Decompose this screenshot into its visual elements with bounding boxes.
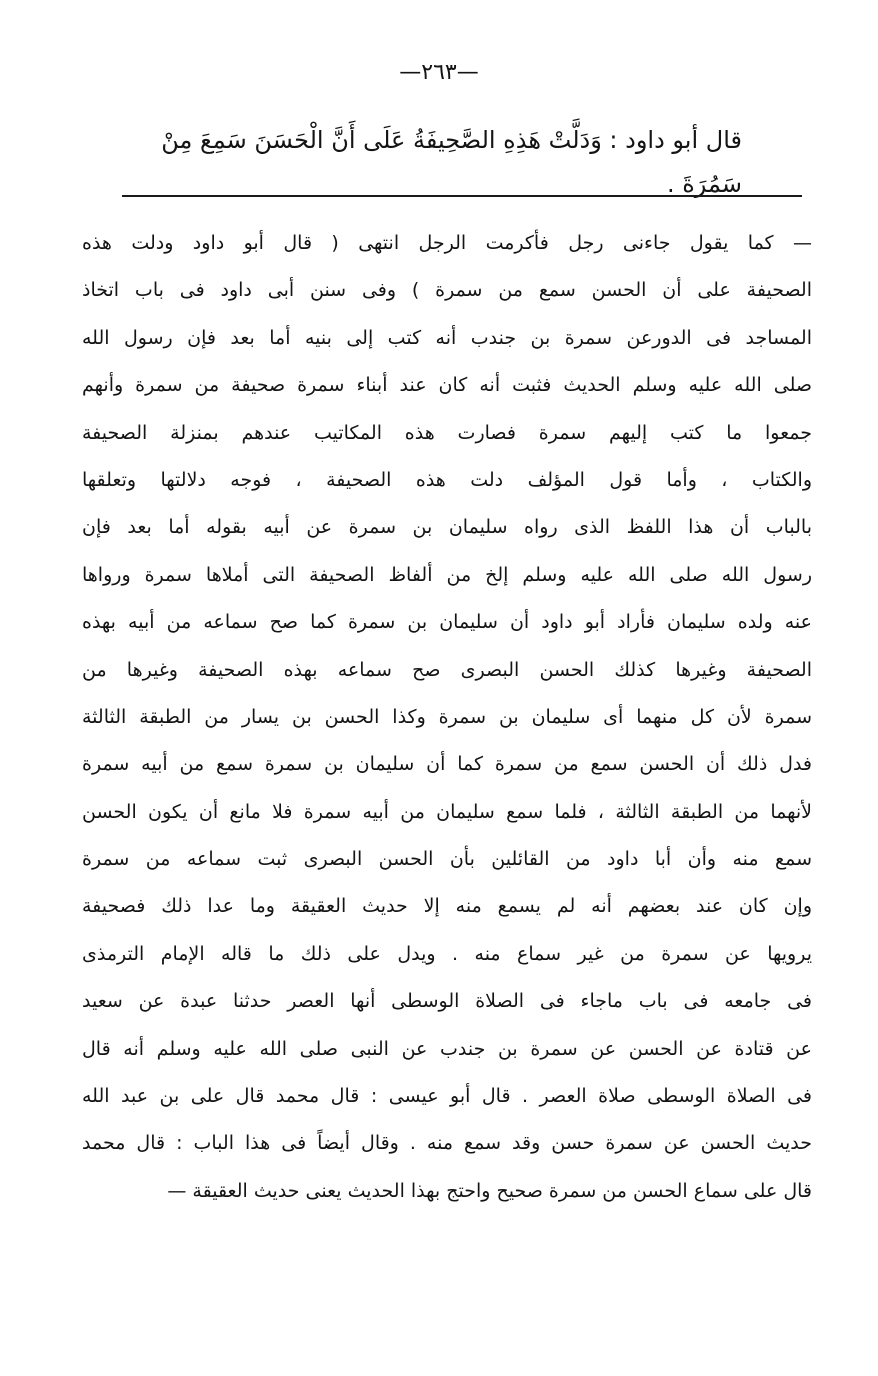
commentary-line: فدل ذلك أن الحسن سمع من سمرة كما أن سليمان بن سمرة سمع من أبيه سمرة xyxy=(82,753,812,776)
commentary-line: سمع منه وأن أبا داود من القائلين بأن الحسن البصرى ثبت سماعه من سمرة xyxy=(82,848,812,871)
commentary-line: رسول الله صلى الله عليه وسلم إلخ من ألفاظ الصحيفة التى أملاها سمرة ورواها xyxy=(82,563,812,586)
commentary-line: فى جامعه فى باب ماجاء فى الصلاة الوسطى أنها العصر حدثنا عبدة عن سعيد xyxy=(82,990,812,1013)
commentary xyxy=(82,220,812,1215)
commentary-line: جمعوا ما كتب إليهم سمرة فصارت هذه المكاتيب عندهم بمنزلة الصحيفة xyxy=(82,421,812,444)
commentary-line: والكتاب ، وأما قول المؤلف دلت هذه الصحيفة ، فوجه دلالتها وتعلقها xyxy=(82,468,812,491)
commentary-line: عنه ولده سليمان فأراد أبو داود أن سليمان بن سمرة كما صح سماعه من أبيه بهذه xyxy=(82,611,812,634)
commentary-line: فى الصلاة الوسطى صلاة العصر . قال أبو عيسى : قال محمد قال على بن عبد الله xyxy=(82,1085,812,1108)
commentary-line: سمرة لأن كل منهما أى سليمان بن سمرة وكذا الحسن بن يسار من الطبقة الثالثة xyxy=(82,705,812,728)
commentary-line: المساجد فى الدورعن سمرة بن جندب أنه كتب إلى بنيه أما بعد فإن رسول الله xyxy=(82,326,812,349)
commentary-line: يرويها عن سمرة من غير سماع منه . ويدل على ذلك ما قاله الإمام الترمذى xyxy=(82,942,812,965)
commentary-line: عن قتادة عن الحسن عن سمرة بن جندب عن النبى صلى الله عليه وسلم أنه قال xyxy=(82,1037,812,1060)
commentary-line: لأنهما من الطبقة الثالثة ، فلما سمع سليمان من أبيه سمرة فلا مانع أن يكون الحسن xyxy=(82,800,812,823)
commentary-line: — كما يقول جاءنى رجل فأكرمت الرجل انتهى ( قال أبو داود ودلت هذه xyxy=(82,232,812,254)
commentary-line: الصحيفة وغيرها كذلك الحسن البصرى صح سماعه بهذه الصحيفة وغيرها من xyxy=(82,658,812,681)
commentary-line: وإن كان عند بعضهم أنه لم يسمع منه إلا حديث العقيقة وما عدا ذلك فصحيفة xyxy=(82,895,812,918)
commentary-line: بالباب أن هذا اللفظ الذى رواه سليمان بن سمرة عن أبيه بقوله أما بعد فإن xyxy=(82,516,812,539)
footnote-divider xyxy=(122,195,802,197)
commentary-line: صلى الله عليه وسلم الحديث فثبت أنه كان عند أبناء سمرة صحيفة من سمرة وأنهم xyxy=(82,374,812,397)
commentary-line: حديث الحسن عن سمرة حسن وقد سمع منه . وقال أيضاً فى هذا الباب : قال محمد xyxy=(82,1132,812,1155)
main-text: قال أبو داود : وَدَلَّتْ هَذِهِ الصَّحِيفَةُ عَلَى أَنَّ الْحَسَنَ سَمِعَ مِنْ سَمُرَةَ . xyxy=(161,126,742,198)
commentary-line: الصحيفة على أن الحسن سمع من سمرة ) وفى سنن أبى داود فى باب اتخاذ xyxy=(82,279,812,302)
page-number: —٢٦٣— xyxy=(399,60,479,85)
commentary-line: قال على سماع الحسن من سمرة صحيح واحتج بهذا الحديث يعنى حديث العقيقة — xyxy=(167,1179,812,1202)
